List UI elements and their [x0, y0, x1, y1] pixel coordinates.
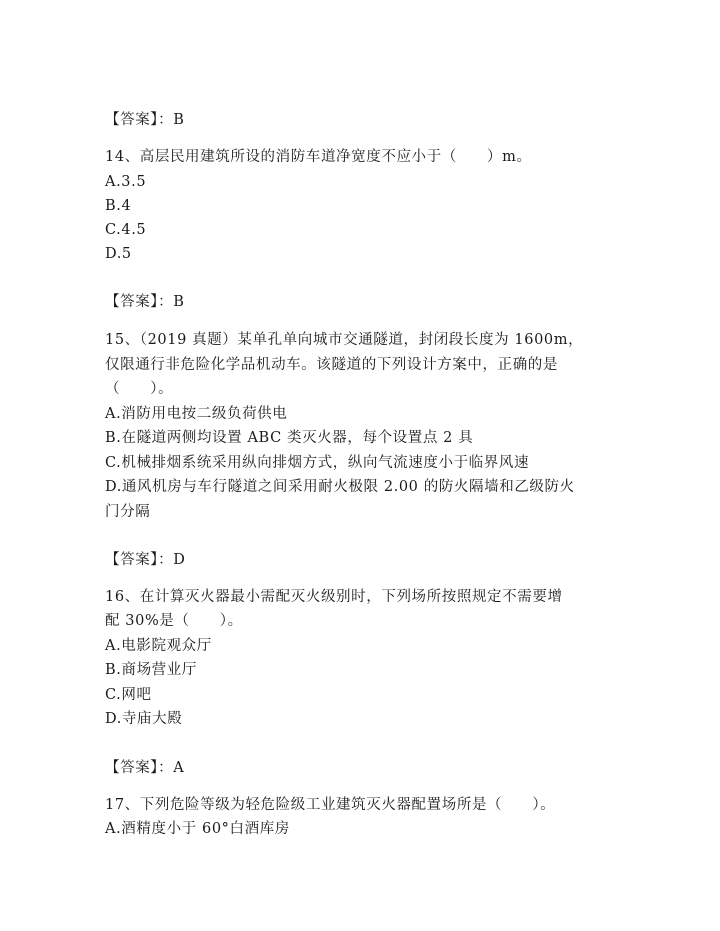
option-line: B.4: [105, 198, 132, 214]
option-line: C.网吧: [105, 687, 152, 703]
question-15: 15、（2019 真题）某单孔单向城市交通隧道，封闭段长度为 1600m，: [105, 332, 584, 348]
option-line: A.消防用电按二级负荷供电: [105, 406, 288, 422]
option-line: D.寺庙大殿: [105, 711, 183, 727]
question-14: 14、高层民用建筑所设的消防车道净宽度不应小于（ ）m。: [105, 149, 532, 165]
option-line-cont: 门分隔: [105, 504, 151, 520]
answer-line: 【答案】：B: [105, 112, 185, 128]
question-15-cont: 仅限通行非危险化学品机动车。该隧道的下列设计方案中，正确的是: [105, 357, 558, 373]
option-line: A.3.5: [105, 174, 147, 190]
question-17: 17、下列危险等级为轻危险级工业建筑灭火器配置场所是（ ）。: [105, 797, 556, 813]
answer-line: 【答案】：D: [105, 552, 186, 568]
option-line: A.酒精度小于 60°白酒库房: [105, 821, 290, 837]
option-line: A.电影院观众厅: [105, 638, 212, 654]
option-line: C.机械排烟系统采用纵向排烟方式，纵向气流速度小于临界风速: [105, 455, 530, 471]
answer-line: 【答案】：B: [105, 294, 185, 310]
question-16: 16、在计算灭火器最小需配灭火级别时，下列场所按照规定不需要增: [105, 589, 563, 605]
option-line: B.商场营业厅: [105, 662, 197, 678]
option-line: D.5: [105, 246, 132, 262]
answer-line: 【答案】：A: [105, 760, 185, 776]
option-line: B.在隧道两侧均设置 ABC 类灭火器，每个设置点 2 具: [105, 430, 474, 446]
option-line: C.4.5: [105, 222, 147, 238]
question-15-cont: （ ）。: [105, 381, 174, 397]
question-16-cont: 配 30%是（ ）。: [105, 613, 243, 629]
option-line: D.通风机房与车行隧道之间采用耐火极限 2.00 的防火隔墙和乙级防火: [105, 479, 575, 495]
